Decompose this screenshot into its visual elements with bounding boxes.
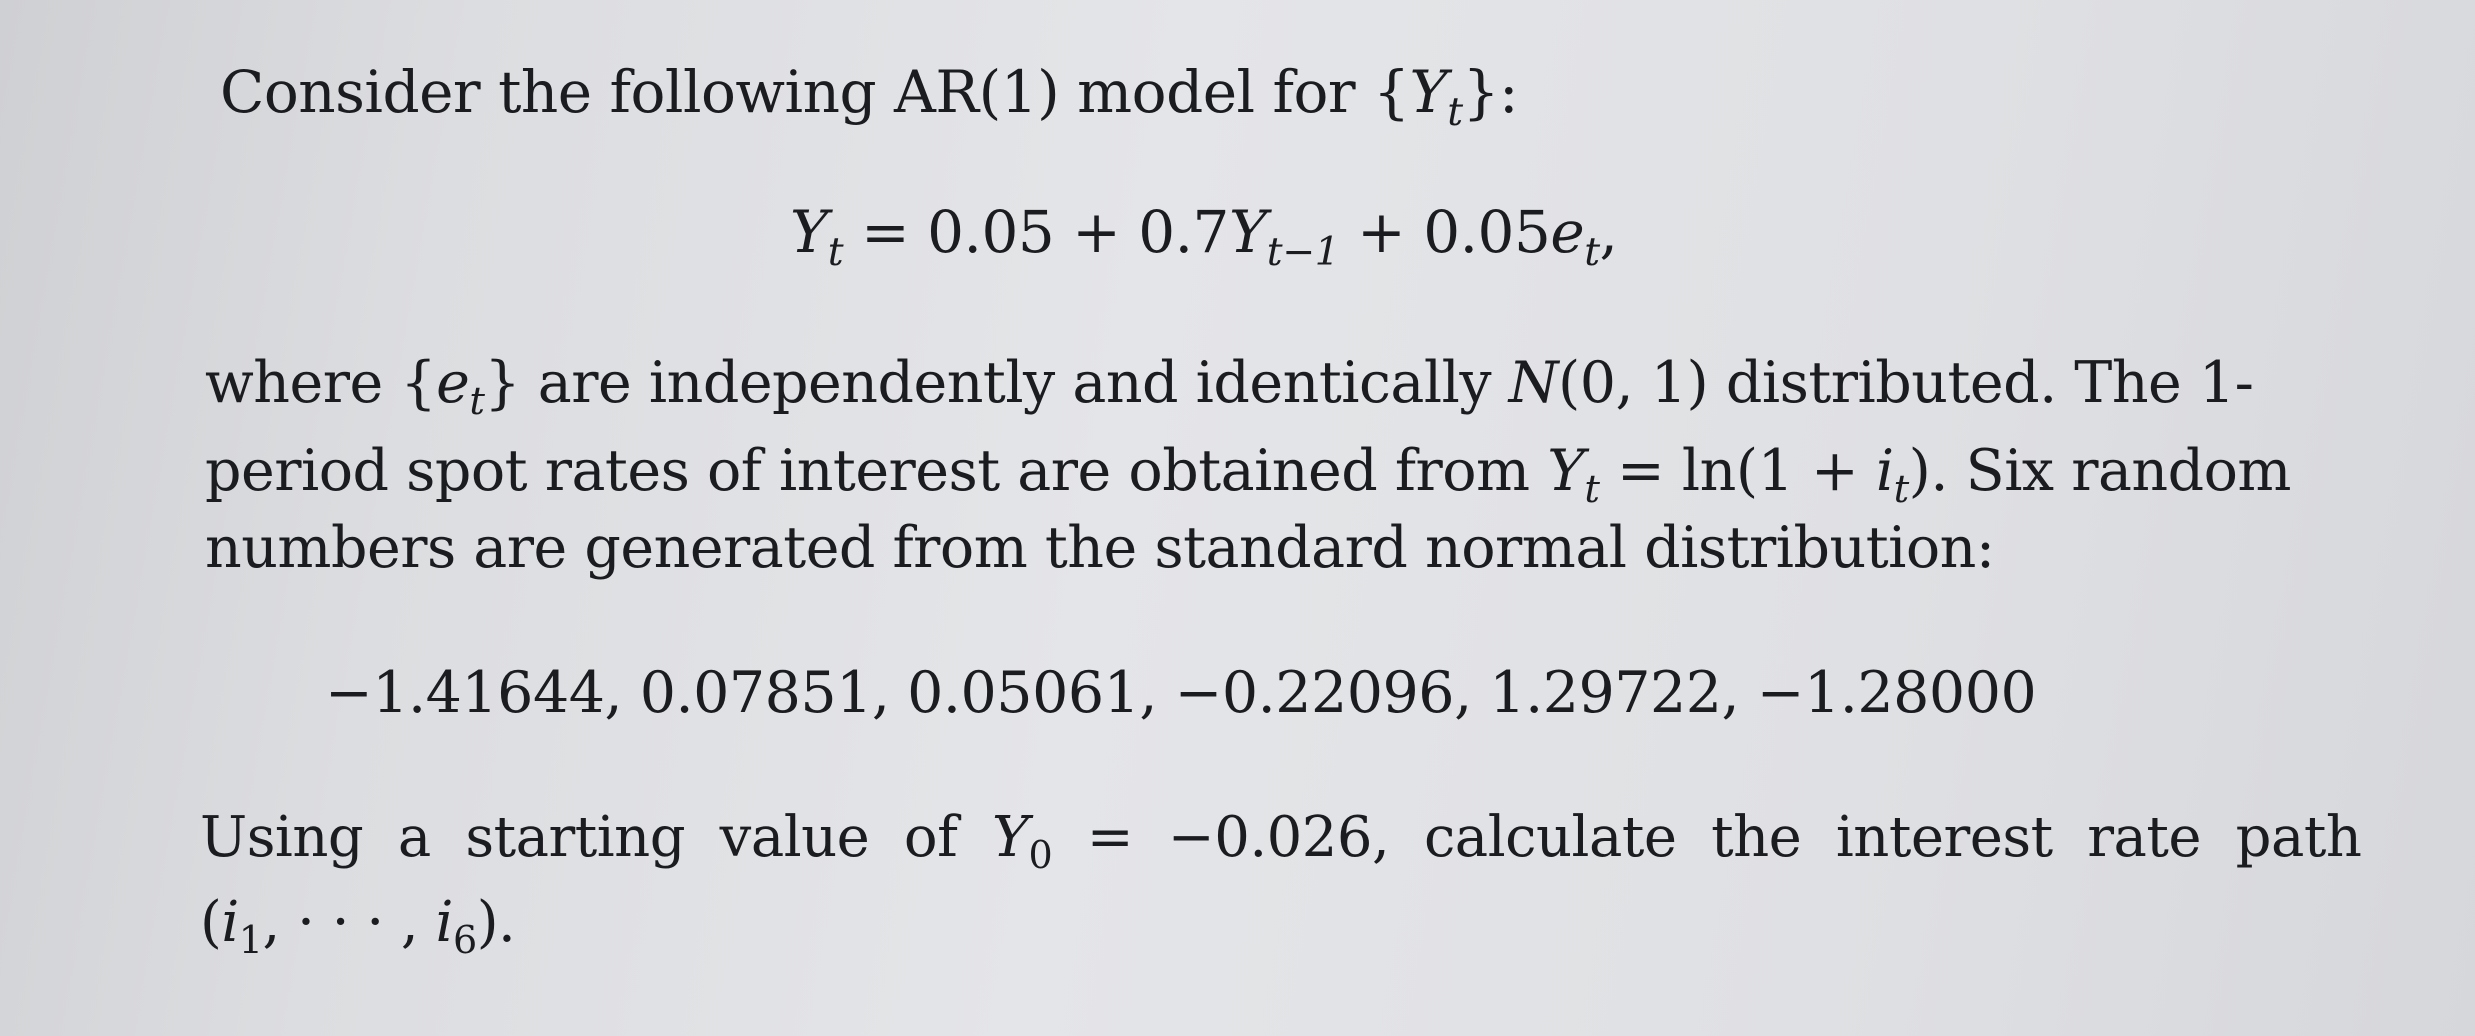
para1-text: = ln(1 + bbox=[1599, 438, 1876, 504]
question-line2 bbox=[200, 890, 516, 963]
para1-y-var: Y bbox=[1547, 438, 1585, 504]
question-i-sub: 1 bbox=[238, 918, 263, 963]
question-i-var: i bbox=[221, 890, 239, 955]
para1-text: } are independently and identically bbox=[484, 350, 1509, 416]
question-text: ). bbox=[476, 890, 516, 955]
para1-text: (0, 1) distributed. The 1- bbox=[1558, 350, 2254, 416]
question-line1 bbox=[200, 805, 2362, 878]
para1-line1 bbox=[205, 350, 2254, 425]
eq-lhs-sub: t bbox=[827, 228, 844, 275]
para1-line2 bbox=[205, 438, 2291, 513]
question-y-sub: 0 bbox=[1028, 833, 1053, 878]
eq-part-b: + 0.05 bbox=[1339, 198, 1551, 266]
intro-sub: t bbox=[1447, 88, 1463, 135]
question-text: , · · · , bbox=[262, 890, 436, 955]
para1-text: where { bbox=[205, 350, 437, 416]
para1-err-sub: t bbox=[469, 379, 485, 425]
eq-mid-var: Y bbox=[1228, 198, 1267, 266]
para1-err-var: e bbox=[436, 350, 470, 416]
question-text: Using a starting value of bbox=[200, 805, 992, 870]
question-text: = −0.026, calculate the interest rate path bbox=[1052, 805, 2362, 870]
random-numbers bbox=[325, 660, 2036, 726]
eq-mid-sub: t−1 bbox=[1266, 228, 1340, 275]
para1-y-sub: t bbox=[1584, 467, 1600, 513]
question-y-var: Y bbox=[991, 805, 1029, 870]
eq-err-var: e bbox=[1550, 198, 1585, 266]
para1-normal: N bbox=[1508, 350, 1559, 416]
intro-var: Y bbox=[1409, 58, 1448, 126]
eq-tail: , bbox=[1599, 198, 1618, 266]
para1-i-sub: t bbox=[1893, 467, 1909, 513]
question-i-sub: 6 bbox=[452, 918, 477, 963]
model-equation bbox=[790, 198, 1618, 275]
para1-i-var: i bbox=[1875, 438, 1894, 504]
random-numbers-list: −1.41644, 0.07851, 0.05061, −0.22096, 1.29722, −1.28000 bbox=[325, 660, 2037, 726]
intro-line bbox=[220, 58, 1519, 135]
eq-part-a: = 0.05 + 0.7 bbox=[843, 198, 1229, 266]
eq-err-sub: t bbox=[1584, 228, 1600, 275]
para1-text: period spot rates of interest are obtained from bbox=[205, 438, 1548, 504]
question-text: ( bbox=[200, 890, 222, 955]
para1-line3 bbox=[205, 515, 1995, 581]
intro-text: Consider the following AR(1) model for { bbox=[220, 58, 1410, 126]
para1-text: numbers are generated from the standard normal distribution: bbox=[205, 515, 1995, 581]
intro-text-end: }: bbox=[1462, 58, 1519, 126]
eq-lhs-var: Y bbox=[790, 198, 828, 266]
para1-text: ). Six random bbox=[1908, 438, 2291, 504]
question-i-var: i bbox=[435, 890, 453, 955]
